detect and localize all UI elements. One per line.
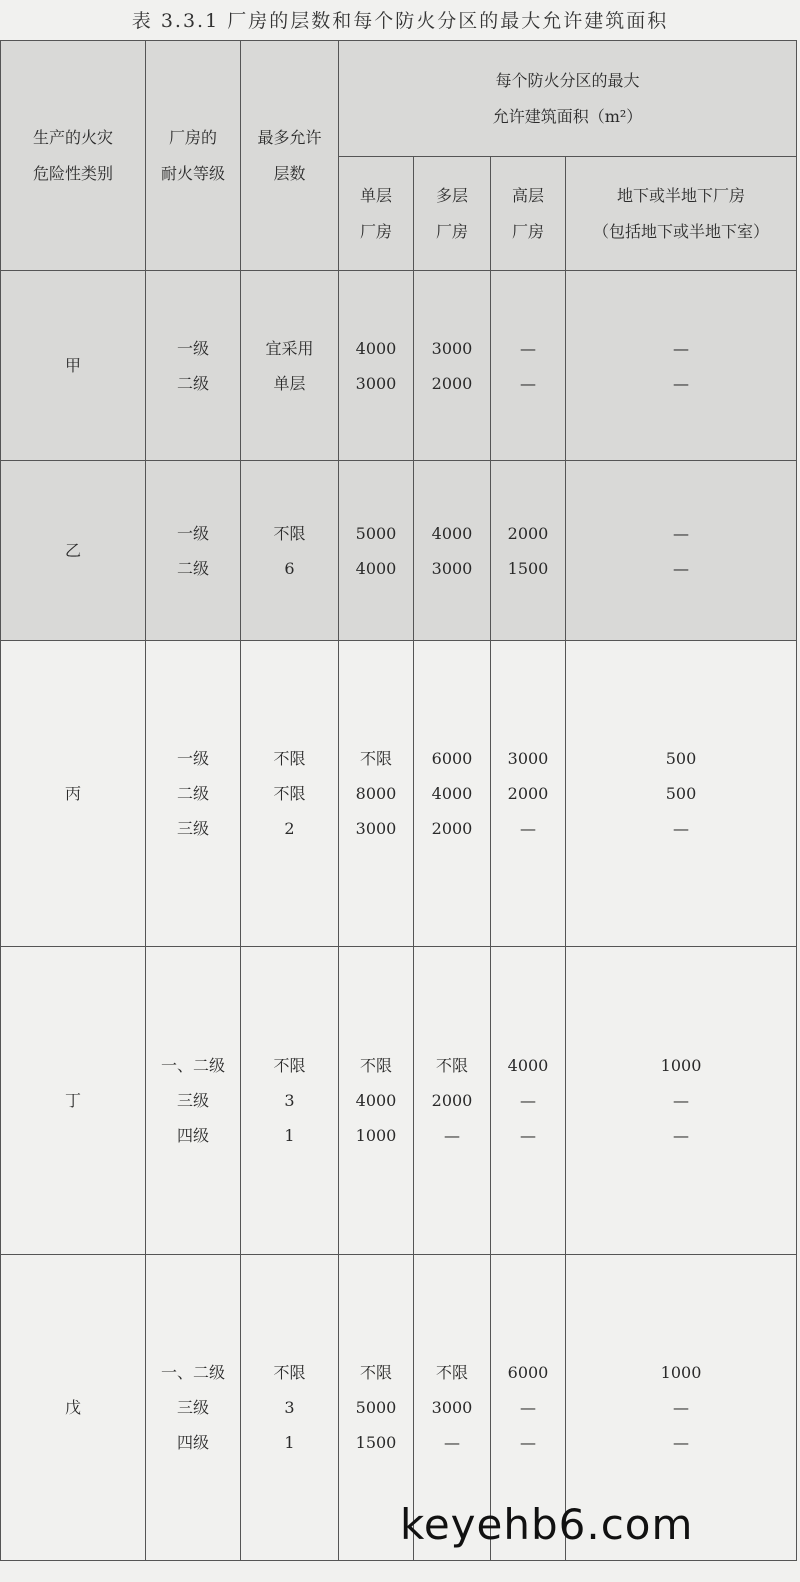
floors-cell: 宜采用 单层 <box>241 271 339 461</box>
underground-cell: 1000 — — <box>566 1255 797 1561</box>
underground-cell: — — <box>566 271 797 461</box>
table-row <box>1 461 797 641</box>
high-cell: 4000 — — <box>491 947 566 1255</box>
rating-cell: 一、二级 三级 四级 <box>146 1255 241 1561</box>
header-row-1 <box>1 41 797 157</box>
fire-compartment-table <box>0 40 797 1561</box>
single-cell: 不限 5000 1500 <box>339 1255 414 1561</box>
floors-cell: 不限 不限 2 <box>241 641 339 947</box>
header-multi: 多层 厂房 <box>414 157 491 271</box>
category-cell: 戊 <box>1 1255 146 1561</box>
single-cell: 5000 4000 <box>339 461 414 641</box>
floors-cell: 不限 3 1 <box>241 947 339 1255</box>
table-row <box>1 641 797 947</box>
rating-cell: 一级 二级 <box>146 461 241 641</box>
header-max-floors: 最多允许 层数 <box>241 41 339 271</box>
high-cell: 3000 2000 — <box>491 641 566 947</box>
category-cell: 乙 <box>1 461 146 641</box>
table-row <box>1 271 797 461</box>
header-underground: 地下或半地下厂房 （包括地下或半地下室） <box>566 157 797 271</box>
rating-cell: 一、二级 三级 四级 <box>146 947 241 1255</box>
category-cell: 丙 <box>1 641 146 947</box>
floors-cell: 不限 6 <box>241 461 339 641</box>
header-high: 高层 厂房 <box>491 157 566 271</box>
single-cell: 4000 3000 <box>339 271 414 461</box>
table-caption: 表 3.3.1 厂房的层数和每个防火分区的最大允许建筑面积 <box>131 10 669 32</box>
category-cell: 丁 <box>1 947 146 1255</box>
single-cell: 不限 8000 3000 <box>339 641 414 947</box>
table-row <box>1 947 797 1255</box>
high-cell: 6000 — — <box>491 1255 566 1561</box>
multi-cell: 不限 3000 — <box>414 1255 491 1561</box>
multi-cell: 4000 3000 <box>414 461 491 641</box>
high-cell: — — <box>491 271 566 461</box>
header-fire-rating: 厂房的 耐火等级 <box>146 41 241 271</box>
multi-cell: 6000 4000 2000 <box>414 641 491 947</box>
header-hazard: 生产的火灾 危险性类别 <box>1 41 146 271</box>
high-cell: 2000 1500 <box>491 461 566 641</box>
watermark-text: keyehb6.com <box>400 1500 694 1549</box>
underground-cell: 500 500 — <box>566 641 797 947</box>
header-area-group: 每个防火分区的最大 允许建筑面积（m²） <box>339 41 797 157</box>
multi-cell: 3000 2000 <box>414 271 491 461</box>
header-single: 单层 厂房 <box>339 157 414 271</box>
single-cell: 不限 4000 1000 <box>339 947 414 1255</box>
category-cell: 甲 <box>1 271 146 461</box>
rating-cell: 一级 二级 三级 <box>146 641 241 947</box>
rating-cell: 一级 二级 <box>146 271 241 461</box>
underground-cell: 1000 — — <box>566 947 797 1255</box>
floors-cell: 不限 3 1 <box>241 1255 339 1561</box>
multi-cell: 不限 2000 — <box>414 947 491 1255</box>
underground-cell: — — <box>566 461 797 641</box>
